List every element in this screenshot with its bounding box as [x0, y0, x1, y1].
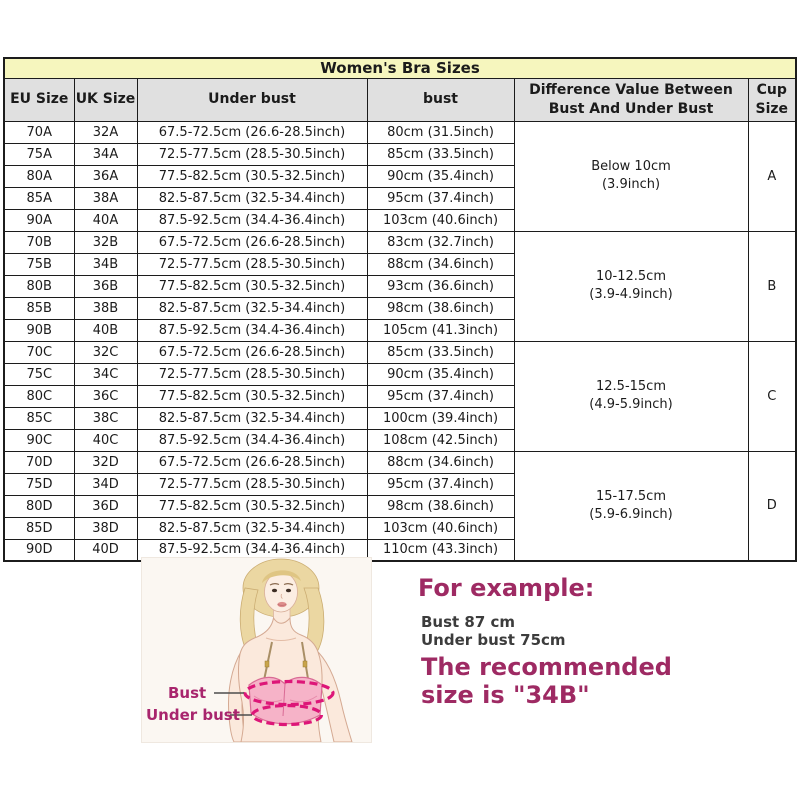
eu-size-cell: 70A — [4, 121, 74, 143]
eu-size-cell: 85A — [4, 187, 74, 209]
under-bust-cell: 67.5-72.5cm (26.6-28.5inch) — [137, 231, 367, 253]
cup-size-cell: A — [748, 121, 796, 231]
bra-measurement-illustration — [141, 557, 372, 743]
under-bust-cell: 77.5-82.5cm (30.5-32.5inch) — [137, 495, 367, 517]
example-heading: For example: — [418, 574, 595, 602]
uk-size-cell: 34C — [74, 363, 137, 385]
eu-size-cell: 85B — [4, 297, 74, 319]
header-bust: bust — [367, 78, 514, 121]
example-bust-text: Bust 87 cm — [421, 613, 516, 631]
recommendation-line1: The recommended — [421, 653, 672, 681]
difference-line1: Below 10cm — [591, 159, 671, 175]
under-bust-cell: 77.5-82.5cm (30.5-32.5inch) — [137, 165, 367, 187]
eu-size-cell: 80B — [4, 275, 74, 297]
bust-cell: 90cm (35.4inch) — [367, 165, 514, 187]
under-bust-cell: 67.5-72.5cm (26.6-28.5inch) — [137, 341, 367, 363]
uk-size-cell: 32B — [74, 231, 137, 253]
header-uk-size: UK Size — [74, 78, 137, 121]
under-bust-cell: 67.5-72.5cm (26.6-28.5inch) — [137, 451, 367, 473]
uk-size-cell: 40C — [74, 429, 137, 451]
difference-line1: 15-17.5cm — [596, 489, 666, 505]
under-bust-cell: 87.5-92.5cm (34.4-36.4inch) — [137, 209, 367, 231]
eu-size-cell: 80A — [4, 165, 74, 187]
uk-size-cell: 40A — [74, 209, 137, 231]
under-bust-cell: 72.5-77.5cm (28.5-30.5inch) — [137, 253, 367, 275]
under-bust-cell: 87.5-92.5cm (34.4-36.4inch) — [137, 429, 367, 451]
under-bust-cell: 77.5-82.5cm (30.5-32.5inch) — [137, 275, 367, 297]
bust-cell: 85cm (33.5inch) — [367, 143, 514, 165]
eu-size-cell: 70B — [4, 231, 74, 253]
strap-slider-right — [303, 661, 307, 667]
bust-cell: 103cm (40.6inch) — [367, 517, 514, 539]
recommendation-line2: size is "34B" — [421, 681, 590, 709]
bust-cell: 85cm (33.5inch) — [367, 341, 514, 363]
eu-size-cell: 90C — [4, 429, 74, 451]
eu-size-cell: 80D — [4, 495, 74, 517]
example-under-bust-text: Under bust 75cm — [421, 631, 566, 649]
under-bust-cell: 82.5-87.5cm (32.5-34.4inch) — [137, 187, 367, 209]
under-bust-cell: 82.5-87.5cm (32.5-34.4inch) — [137, 297, 367, 319]
under-bust-cell: 87.5-92.5cm (34.4-36.4inch) — [137, 539, 367, 561]
uk-size-cell: 34D — [74, 473, 137, 495]
eu-size-cell: 75C — [4, 363, 74, 385]
difference-cell — [514, 451, 748, 561]
difference-line1: 10-12.5cm — [596, 269, 666, 285]
bust-figure-label: Bust — [168, 684, 207, 702]
eu-size-cell: 75B — [4, 253, 74, 275]
difference-line2: (3.9-4.9inch) — [589, 287, 673, 302]
table-row — [4, 121, 796, 143]
table-row — [4, 451, 796, 473]
header-eu-size: EU Size — [4, 78, 74, 121]
uk-size-cell: 38C — [74, 407, 137, 429]
bust-cell: 80cm (31.5inch) — [367, 121, 514, 143]
table-row — [4, 231, 796, 253]
eu-size-cell: 75D — [4, 473, 74, 495]
cup-size-cell: C — [748, 341, 796, 451]
left-eye — [272, 589, 277, 593]
under-bust-figure-label: Under bust — [146, 706, 240, 724]
difference-line1: 12.5-15cm — [596, 379, 666, 395]
eu-size-cell: 85C — [4, 407, 74, 429]
uk-size-cell: 34B — [74, 253, 137, 275]
eu-size-cell: 90B — [4, 319, 74, 341]
under-bust-cell: 82.5-87.5cm (32.5-34.4inch) — [137, 517, 367, 539]
uk-size-cell: 36A — [74, 165, 137, 187]
eu-size-cell: 75A — [4, 143, 74, 165]
bra-size-table — [3, 57, 797, 562]
table-row — [4, 341, 796, 363]
under-bust-cell: 82.5-87.5cm (32.5-34.4inch) — [137, 407, 367, 429]
cup-size-cell: D — [748, 451, 796, 561]
uk-size-cell: 34A — [74, 143, 137, 165]
right-eye — [286, 589, 291, 593]
uk-size-cell: 36C — [74, 385, 137, 407]
uk-size-cell: 38B — [74, 297, 137, 319]
bust-cell: 93cm (36.6inch) — [367, 275, 514, 297]
uk-size-cell: 36D — [74, 495, 137, 517]
uk-size-cell: 32D — [74, 451, 137, 473]
bust-cell: 110cm (43.3inch) — [367, 539, 514, 561]
bust-cell: 98cm (38.6inch) — [367, 297, 514, 319]
header-difference: Difference Value Between Bust And Under Bust — [514, 78, 748, 121]
lips — [277, 602, 286, 607]
bust-cell: 105cm (41.3inch) — [367, 319, 514, 341]
under-bust-cell: 72.5-77.5cm (28.5-30.5inch) — [137, 363, 367, 385]
difference-cell — [514, 121, 748, 231]
bust-cell: 95cm (37.4inch) — [367, 473, 514, 495]
difference-cell — [514, 341, 748, 451]
bust-cell: 108cm (42.5inch) — [367, 429, 514, 451]
eu-size-cell: 90D — [4, 539, 74, 561]
uk-size-cell: 40B — [74, 319, 137, 341]
uk-size-cell: 32A — [74, 121, 137, 143]
bust-cell: 88cm (34.6inch) — [367, 253, 514, 275]
cup-size-cell: B — [748, 231, 796, 341]
table-header-row — [4, 78, 796, 121]
under-bust-cell: 72.5-77.5cm (28.5-30.5inch) — [137, 143, 367, 165]
bust-cell: 83cm (32.7inch) — [367, 231, 514, 253]
bust-cell: 95cm (37.4inch) — [367, 187, 514, 209]
recommendation-text — [421, 653, 672, 709]
bust-cell: 100cm (39.4inch) — [367, 407, 514, 429]
eu-size-cell: 80C — [4, 385, 74, 407]
bust-cell: 95cm (37.4inch) — [367, 385, 514, 407]
bust-cell: 88cm (34.6inch) — [367, 451, 514, 473]
table-title-row — [4, 58, 796, 78]
bust-cell: 98cm (38.6inch) — [367, 495, 514, 517]
eu-size-cell: 70D — [4, 451, 74, 473]
bust-cell: 103cm (40.6inch) — [367, 209, 514, 231]
difference-line2: (3.9inch) — [601, 177, 661, 192]
under-bust-cell: 87.5-92.5cm (34.4-36.4inch) — [137, 319, 367, 341]
difference-cell — [514, 231, 748, 341]
under-bust-cell: 72.5-77.5cm (28.5-30.5inch) — [137, 473, 367, 495]
table-title: Women's Bra Sizes — [4, 58, 796, 78]
uk-size-cell: 36B — [74, 275, 137, 297]
uk-size-cell: 38A — [74, 187, 137, 209]
eu-size-cell: 85D — [4, 517, 74, 539]
bust-cell: 90cm (35.4inch) — [367, 363, 514, 385]
uk-size-cell: 38D — [74, 517, 137, 539]
difference-line2: (5.9-6.9inch) — [589, 506, 673, 522]
eu-size-cell: 90A — [4, 209, 74, 231]
uk-size-cell: 32C — [74, 341, 137, 363]
difference-line2: (4.9-5.9inch) — [589, 397, 673, 412]
header-under-bust: Under bust — [137, 78, 367, 121]
strap-slider-left — [265, 661, 269, 667]
eu-size-cell: 70C — [4, 341, 74, 363]
uk-size-cell: 40D — [74, 539, 137, 561]
header-cup-size: Cup Size — [748, 78, 796, 121]
under-bust-cell: 67.5-72.5cm (26.6-28.5inch) — [137, 121, 367, 143]
under-bust-cell: 77.5-82.5cm (30.5-32.5inch) — [137, 385, 367, 407]
